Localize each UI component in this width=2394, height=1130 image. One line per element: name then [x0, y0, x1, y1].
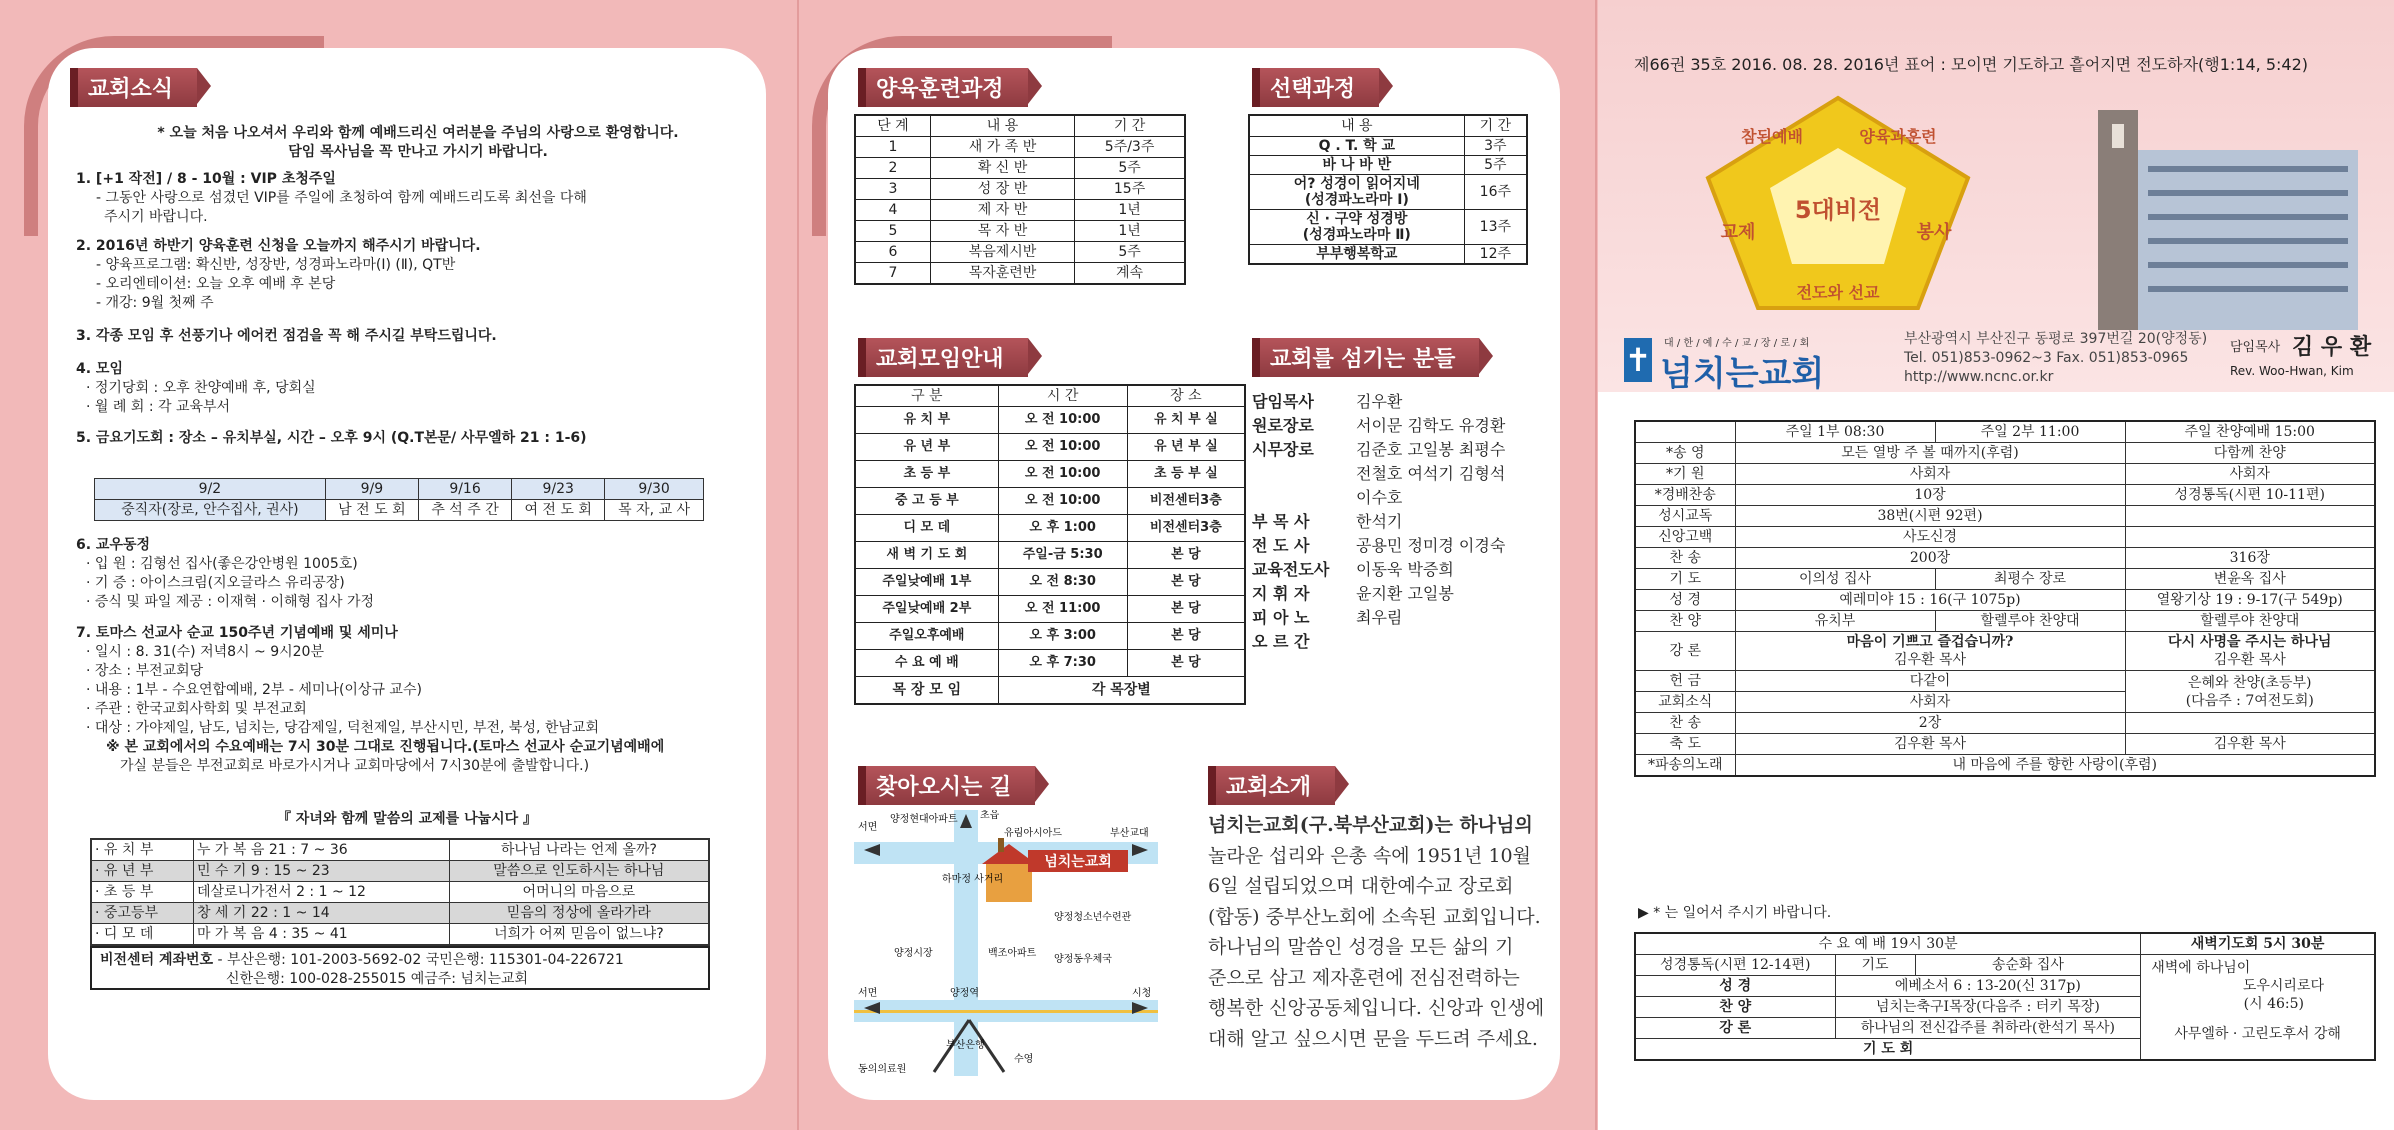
table-row [855, 158, 1185, 179]
cell: 5주 [1464, 156, 1527, 175]
training-table [854, 114, 1186, 285]
pastor-label: 담임목사 [2230, 340, 2281, 355]
staff-names: 이수호 [1356, 488, 1403, 507]
svg-text:양정동우체국: 양정동우체국 [1054, 954, 1112, 965]
staff-row [1252, 558, 1552, 582]
cell: 오 후 1:00 [998, 515, 1127, 542]
verse-cell: 민 수 기 9 : 15 ~ 23 [193, 861, 449, 882]
verse-cell: · 유 치 부 [91, 839, 193, 861]
staff-row [1252, 390, 1552, 414]
contact-info: 부산광역시 부산진구 동평로 397번길 20(양정동) Tel. 051)853-0962~3 Fax. 051)853-0965 http://www.ncnc.or.kr [1904, 331, 2208, 385]
cell: 4 [855, 200, 930, 221]
table-row [855, 488, 1245, 515]
section-title: 양육훈련과정 [858, 68, 1028, 107]
cell: 비전센터3층 [1127, 515, 1245, 542]
staff-names: 김우환 [1356, 392, 1403, 411]
svg-text:참된예배: 참된예배 [1741, 127, 1803, 146]
svg-text:하마정 사거리: 하마정 사거리 [942, 874, 1004, 885]
verse-cell: · 초 등 부 [91, 882, 193, 903]
staff-row [1252, 438, 1552, 462]
cell: 각 목장별 [998, 677, 1245, 705]
svg-text:양정청소년수련관: 양정청소년수련관 [1054, 912, 1132, 923]
staff-row [1252, 486, 1552, 510]
header-cell: 시 간 [998, 385, 1127, 407]
intro-line: 6일 설립되었으며 대한예수교 장로회 [1208, 875, 1514, 897]
cell: 중 고 등 부 [855, 488, 998, 515]
cross-logo-icon: ✝ [1624, 338, 1652, 382]
staff-row [1252, 582, 1552, 606]
cell: 초 등 부 실 [1127, 461, 1245, 488]
cell: 오 전 10:00 [998, 461, 1127, 488]
table-row [855, 200, 1185, 221]
cell: 제 자 반 [930, 200, 1074, 221]
date-cell: 9/9 [325, 479, 418, 500]
cell: 오 전 8:30 [998, 569, 1127, 596]
group-cell: 남 전 도 회 [325, 500, 418, 521]
verse-cell: · 중고등부 [91, 903, 193, 924]
staff-row [1252, 414, 1552, 438]
section-title: 교회소식 [70, 68, 197, 107]
verse-cell: · 유 년 부 [91, 861, 193, 882]
cell: 본 당 [1127, 542, 1245, 569]
section-title: 선택과정 [1252, 68, 1379, 107]
intro-line: 대해 알고 싶으시면 문을 두드려 주세요. [1208, 1027, 1538, 1050]
verse-cell: 데살로니가전서 2 : 1 ~ 12 [193, 882, 449, 903]
cell: 오 전 10:00 [998, 407, 1127, 434]
cell: 바 나 바 반 [1249, 156, 1464, 175]
svg-text:양정현대아파트: 양정현대아파트 [890, 814, 958, 825]
cell: 주일낮예배 1부 [855, 569, 998, 596]
staff-names: 서이문 김학도 유경환 [1356, 416, 1506, 435]
verse-cell: 누 가 복 음 21 : 7 ~ 36 [193, 839, 449, 861]
cell: 본 당 [1127, 596, 1245, 623]
table-row [855, 650, 1245, 677]
svg-text:교제: 교제 [1720, 222, 1756, 243]
svg-text:부산교대: 부산교대 [1110, 828, 1149, 839]
staff-names: 한석기 [1356, 512, 1403, 531]
cell: 신 · 구약 성경방 (성경파노라마 Ⅱ) [1249, 210, 1464, 245]
location-map [854, 810, 1158, 1076]
verse-row [91, 903, 709, 924]
staff-names: 최우림 [1356, 608, 1403, 627]
verse-cell: 창 세 기 22 : 1 ~ 14 [193, 903, 449, 924]
group-cell: 추 석 주 간 [418, 500, 511, 521]
map-church-label: 넘치는교회 [1044, 854, 1112, 870]
table-row [1249, 137, 1527, 156]
table-row [855, 137, 1185, 158]
verse-cell: · 디 모 데 [91, 924, 193, 946]
section-title: 교회소개 [1208, 766, 1335, 805]
svg-text:부산은행: 부산은행 [946, 1040, 985, 1051]
cell: 확 신 반 [930, 158, 1074, 179]
meeting-table [854, 384, 1246, 705]
svg-text:양정시장: 양정시장 [894, 948, 933, 959]
date-cell: 9/2 [95, 479, 326, 500]
header-cell: 구 분 [855, 385, 998, 407]
cell: 주일-금 5:30 [998, 542, 1127, 569]
cell: 5주 [1075, 158, 1185, 179]
staff-row [1252, 630, 1552, 654]
table-row [855, 623, 1245, 650]
svg-text:유림아시아드: 유림아시아드 [1004, 828, 1062, 839]
staff-row [1252, 534, 1552, 558]
verse-row [91, 861, 709, 882]
header-cell: 단 계 [855, 115, 930, 137]
table-row [855, 179, 1185, 200]
table-row [855, 221, 1185, 242]
church-name: 넘치는교회 [1660, 354, 1825, 394]
table-row [855, 542, 1245, 569]
group-cell: 여 전 도 회 [512, 500, 605, 521]
section-title: 교회모임안내 [858, 338, 1028, 377]
cell: 오 전 10:00 [998, 488, 1127, 515]
header-cell: 내 용 [1249, 115, 1464, 137]
cell: Q . T. 학 교 [1249, 137, 1464, 156]
table-row [855, 515, 1245, 542]
cell: 13주 [1464, 210, 1527, 245]
table-row [855, 596, 1245, 623]
cell: 오 전 11:00 [998, 596, 1127, 623]
church-intro [1208, 810, 1548, 1054]
cell: 5주 [1075, 242, 1185, 263]
pastor-english: Rev. Woo-Hwan, Kim [2230, 364, 2354, 378]
header-cell: 장 소 [1127, 385, 1245, 407]
table-row [855, 242, 1185, 263]
cell: 3주 [1464, 137, 1527, 156]
cell: 비전센터3층 [1127, 488, 1245, 515]
table-row [855, 434, 1245, 461]
cell: 15주 [1075, 179, 1185, 200]
table-row [855, 569, 1245, 596]
table-row [855, 677, 1245, 705]
cell: 목자훈련반 [930, 263, 1074, 285]
date-cell: 9/30 [605, 479, 704, 500]
staff-role: 시무장로 [1252, 440, 1314, 459]
cell: 새 가 족 반 [930, 137, 1074, 158]
cell: 부부행복학교 [1249, 245, 1464, 265]
staff-role [1252, 486, 1356, 510]
table-row [1249, 156, 1527, 175]
cell: 오 후 3:00 [998, 623, 1127, 650]
cell: 복음제시반 [930, 242, 1074, 263]
cell: 2 [855, 158, 930, 179]
svg-text:5대비전: 5대비전 [1794, 196, 1882, 224]
intro-line: 넘치는교회(구.북부산교회)는 하나님의 [1208, 814, 1533, 836]
verse-title: 『 자녀와 함께 말씀의 교제를 나눕시다 』 [276, 811, 538, 827]
staff-names: 김준호 고일봉 최평수 [1356, 440, 1506, 459]
cell: 6 [855, 242, 930, 263]
svg-text:동의의료원: 동의의료원 [858, 1064, 907, 1075]
staff-role: 지 휘 자 [1252, 584, 1310, 603]
svg-text:초읍: 초읍 [980, 810, 1000, 821]
staff-names: 이동욱 박증희 [1356, 560, 1454, 579]
verse-cell: 하나님 나라는 언제 올까? [449, 839, 709, 861]
svg-text:양정역: 양정역 [950, 988, 979, 999]
intro-line: 하나님의 말씀인 성경을 모든 삶의 기 [1208, 936, 1514, 958]
verse-row [91, 882, 709, 903]
section-title: 교회를 섬기는 분들 [1252, 338, 1479, 377]
header-cell: 기 간 [1075, 115, 1185, 137]
cell: 유 년 부 실 [1127, 434, 1245, 461]
svg-text:전도와 선교: 전도와 선교 [1796, 283, 1880, 302]
staff-list [1252, 390, 1552, 654]
cell: 1년 [1075, 221, 1185, 242]
cell: 목 장 모 임 [855, 677, 998, 705]
pastor-name: 김 우 환 [2292, 335, 2372, 360]
cell: 오 후 7:30 [998, 650, 1127, 677]
table-row [1249, 245, 1527, 265]
cell: 본 당 [1127, 569, 1245, 596]
staff-row [1252, 606, 1552, 630]
svg-text:봉사: 봉사 [1916, 222, 1952, 243]
sunday-service-table: 주일 1부 08:30 주일 2부 11:00 주일 찬양예배 15:00 *송 영 모든 열방 주 볼 때까지(후렴) 다함께 찬양 *기 원 사회자 사회자 *경배찬송 10장 성경통독(시편 10-11편) 성시교독 38번(시편 92편) 신앙고백 사도신경 찬 송 200장 316장 기 도 이의성 집사 최평수 장로 변윤옥 집사 성 경 예레미야 15 : 16(구 1075p) 열왕기상 19 : 9-17(구 549p) 찬 양 유치부 할렐루야 찬양대 할렐루야 찬양대 강 론 마음이 기쁘고 즐겁습니까? 김우환 목사 다시 사명을 주시는 하나님 김우환 목사 헌 금 다같이 은혜와 찬양(초등부) (다음주 : 7여전도회) 교회소식 사회자 찬 송 2장 축 도 김우환 목사 김우환 목사 *파송의노래 내 마음에 주를 향한 사랑이(후렴) [1634, 420, 2376, 777]
welcome-text: * 오늘 처음 나오셔서 우리와 함께 예배드리신 여러분을 주님의 사랑으로 환영합니다. 담임 목사님을 꼭 만나고 가시기 바랍니다. [157, 125, 679, 160]
staff-role: 전 도 사 [1252, 536, 1310, 555]
staff-names: 전철호 여석기 김형석 [1356, 464, 1506, 483]
weekday-service-table: 수 요 예 배 19시 30분 새벽기도회 5시 30분 성경통독(시편 12-14편) 기도 송순화 집사 새벽에 하나님이 도우시리로다 (시 46:5) 사무엘하 · 고린도후서 강해 성 경 에베소서 6 : 13-20(신 317p) 찬 양 넘치는축구Ⅰ목장(다음주 : 터키 목장) 강 론 하나님의 전신갑주를 취하라(한석기 목사) 기 도 회 [1634, 932, 2376, 1061]
cell: 초 등 부 [855, 461, 998, 488]
vision-emblem [1698, 88, 1978, 318]
verse-row [91, 839, 709, 861]
program-panel [828, 48, 1560, 1100]
staff-names: 공용민 정미경 이경숙 [1356, 536, 1506, 555]
svg-text:양육과훈련: 양육과훈련 [1859, 127, 1937, 146]
news-list-2: 6. 교우동정 · 입 원 : 김형선 집사(좋은강안병원 1005호) · 기 증 : 아이스크림(지오글라스 유리공장) · 증식 및 파일 제공 : 이재혁 · 이해형 집사 가정 7. 토마스 선교사 순교 150주년 기념예배 및 세미나 · 일시 : 8. 31(수) 저녁8시 ~ 9시20분 · 장소 : 부전교회당 · 내용 : 1부 - 수요연합예배, 2부 - 세미나(이상규 교수) · 주관 : 한국교회사학회 및 부전교회 · 대상 : 가야제일, 남도, 넘치는, 당감제일, 덕천제일, 부산시민, 부전, 북성, 한남교회 ※ 본 교회에서의 수요예배는 7시 30분 그대로 진행됩니다.(토마스 선교사 순교기념예배에 가실 분들은 부전교회로 바로가시거나 교회마당에서 7시30분에 출발합니다.) [76, 537, 665, 774]
table-row [855, 407, 1245, 434]
elective-table [1248, 114, 1528, 265]
verse-cell: 믿음의 정상에 올라가라 [449, 903, 709, 924]
table-row [855, 461, 1245, 488]
church-news-panel [48, 48, 766, 1100]
fold-line [797, 0, 799, 1130]
cell: 5주/3주 [1075, 137, 1185, 158]
cell: 본 당 [1127, 650, 1245, 677]
staff-role: 오 르 간 [1252, 632, 1310, 651]
date-cell: 9/16 [418, 479, 511, 500]
cell: 16주 [1464, 175, 1527, 210]
verse-cell: 마 가 복 음 4 : 35 ~ 41 [193, 924, 449, 946]
staff-row [1252, 510, 1552, 534]
cell: 유 치 부 실 [1127, 407, 1245, 434]
svg-text:수영: 수영 [1014, 1054, 1034, 1065]
cell: 어? 성경이 읽어지네 (성경파노라마 Ⅰ) [1249, 175, 1464, 210]
cell: 주일낮예배 2부 [855, 596, 998, 623]
verse-row [91, 924, 709, 946]
staff-role: 담임목사 [1252, 392, 1314, 411]
account-box: 비전센터 계좌번호 - 부산은행: 101-2003-5692-02 국민은행: 115301-04-226721 신한은행: 100-028-255015 예금주: 넘치는교회 [90, 946, 710, 990]
staff-role: 교육전도사 [1252, 560, 1330, 579]
group-cell: 중직자(장로, 안수집사, 권사) [95, 500, 326, 521]
svg-text:시청: 시청 [1132, 988, 1152, 999]
staff-role: 피 아 노 [1252, 608, 1310, 627]
fold-line [1595, 0, 1597, 1130]
header-cell: 내 용 [930, 115, 1074, 137]
cell: 수 요 예 배 [855, 650, 998, 677]
cell: 5 [855, 221, 930, 242]
cell: 계속 [1075, 263, 1185, 285]
intro-line: 준으로 삼고 제자훈련에 전심전력하는 [1208, 966, 1520, 989]
intro-line: 놀라운 섭리와 은총 속에 1951년 10월 [1208, 844, 1531, 867]
worship-order-panel [1598, 0, 2394, 1130]
cell: 7 [855, 263, 930, 285]
cell: 12주 [1464, 245, 1527, 265]
table-header [855, 385, 1245, 407]
header-cell: 기 간 [1464, 115, 1527, 137]
cell: 본 당 [1127, 623, 1245, 650]
table-header [855, 115, 1185, 137]
svg-text:백조아파트: 백조아파트 [988, 948, 1037, 959]
verse-table [90, 838, 710, 946]
table-row [855, 263, 1185, 285]
svg-text:서면: 서면 [858, 822, 878, 833]
staff-names: 윤지환 고일봉 [1356, 584, 1454, 603]
staff-role [1252, 462, 1356, 486]
staff-role: 부 목 사 [1252, 512, 1310, 531]
stand-note: ▶ * 는 일어서 주시기 바랍니다. [1638, 905, 1832, 921]
table-header [1249, 115, 1527, 137]
cell: 성 장 반 [930, 179, 1074, 200]
church-building-image [2068, 110, 2368, 330]
issue-line: 제66권 35호 2016. 08. 28. 2016년 표어 : 모이면 기도하고 흩어지면 전도하자(행1:14, 5:42) [1634, 55, 2309, 74]
cell: 새 벽 기 도 회 [855, 542, 998, 569]
cell: 1 [855, 137, 930, 158]
cell: 목 자 반 [930, 221, 1074, 242]
group-cell: 목 자, 교 사 [605, 500, 704, 521]
denomination: 대 / 한 / 예 / 수 / 교 / 장 / 로 / 회 [1664, 338, 1810, 349]
staff-role: 원로장로 [1252, 416, 1314, 435]
section-title: 찾아오시는 길 [858, 766, 1035, 805]
cell: 3 [855, 179, 930, 200]
cell: 1년 [1075, 200, 1185, 221]
cell: 유 년 부 [855, 434, 998, 461]
cell: 오 전 10:00 [998, 434, 1127, 461]
verse-cell: 너희가 어찌 믿음이 없느냐? [449, 924, 709, 946]
intro-line: (합동) 중부산노회에 소속된 교회입니다. [1208, 905, 1541, 928]
svg-text:서면: 서면 [858, 988, 878, 999]
friday-prayer-table [94, 478, 704, 521]
table-row [1249, 175, 1527, 210]
news-list: 1. [+1 작전] / 8 - 10월 : VIP 초청주일 - 그동안 사랑으로 섬겼던 VIP를 주일에 초청하여 함께 예배드리도록 최선을 다해 주시기 바랍니다. 2. 2016년 하반기 양육훈련 신청을 오늘까지 해주시기 바랍니다. - 양육프로그램: 확신반, 성장반, 성경파노라마(Ⅰ) (Ⅱ), QT반 - 오리엔테이션: 오늘 오후 예배 후 본당 - 개강: 9월 첫째 주 3. 각종 모임 후 선풍기나 에어컨 점검을 꼭 해 주시길 부탁드립니다. 4. 모임 · 정기당회 : 오후 찬양예배 후, 당회실 · 월 례 회 : 각 교육부서 5. 금요기도회 : 장소 – 유치부실, 시간 – 오후 9시 (Q.T본문/ 사무엘하 21 : 1-6) [76, 171, 587, 446]
staff-row [1252, 462, 1552, 486]
intro-line: 행복한 신앙공동체입니다. 신앙과 인생에 [1208, 997, 1545, 1019]
cell: 주일오후예배 [855, 623, 998, 650]
cell: 유 치 부 [855, 407, 998, 434]
verse-cell: 어머니의 마음으로 [449, 882, 709, 903]
cell: 디 모 데 [855, 515, 998, 542]
table-row [1249, 210, 1527, 245]
verse-cell: 말씀으로 인도하시는 하나님 [449, 861, 709, 882]
date-cell: 9/23 [512, 479, 605, 500]
